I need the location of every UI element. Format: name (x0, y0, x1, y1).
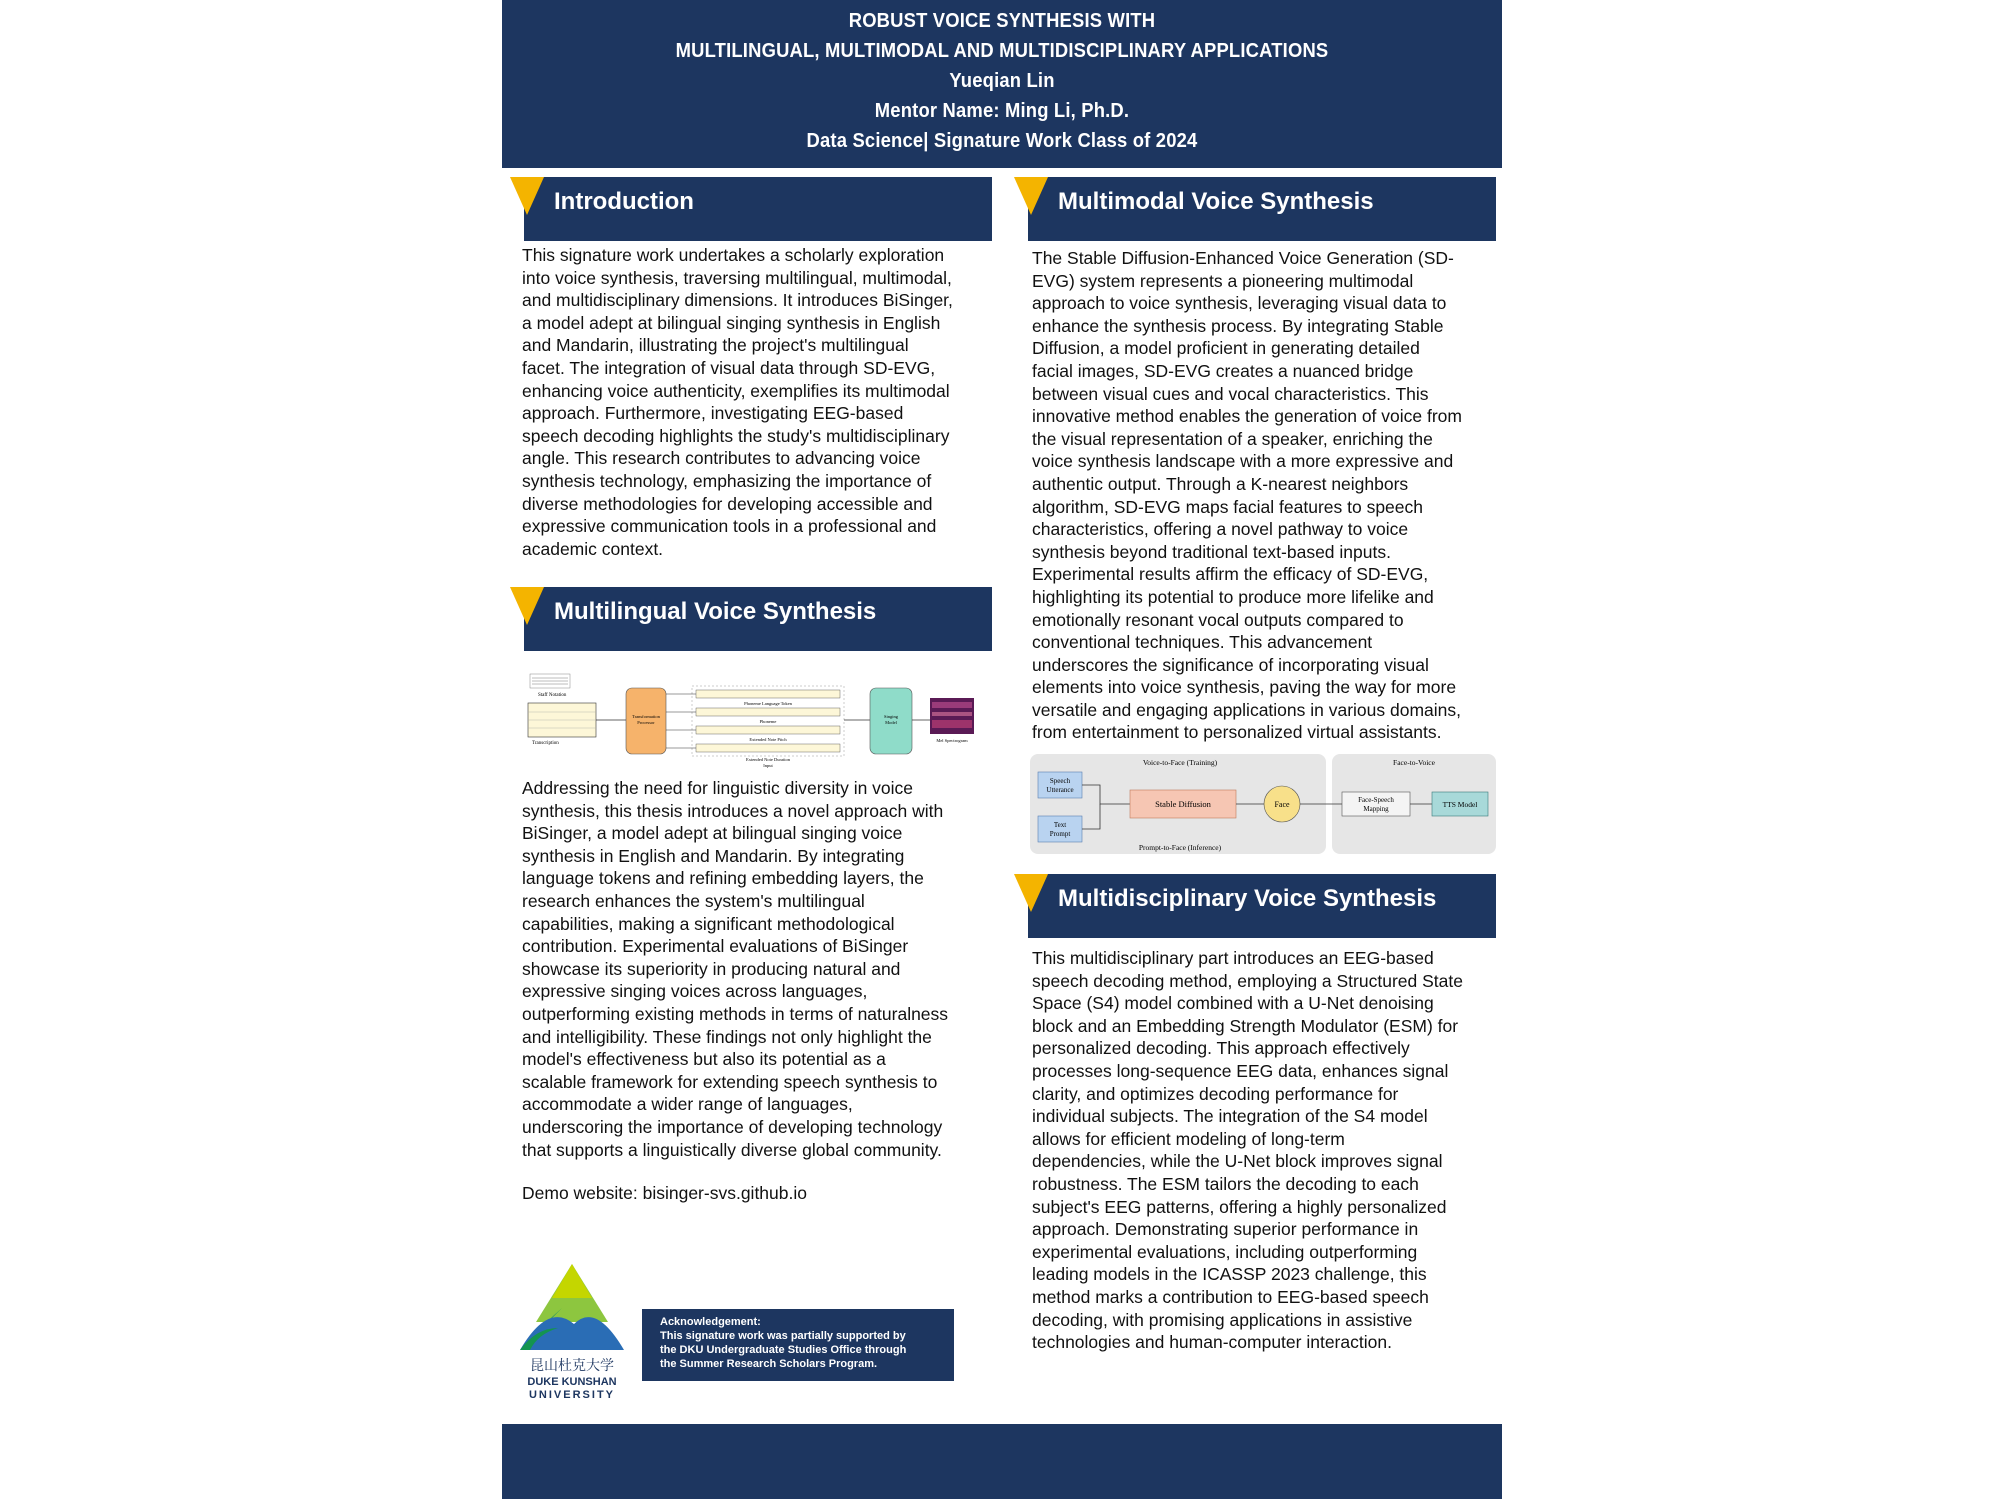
multilingual-heading (524, 587, 992, 651)
text-line: a model adept at bilingual singing synthesis in English (522, 312, 941, 333)
text-line: synthesis, this thesis introduces a novel approach with (522, 800, 944, 821)
text-line: Addressing the need for linguistic diversity in voice (522, 778, 914, 798)
text-line: from entertainment to personalized virtual assistants. (1032, 722, 1442, 743)
demo-website-link[interactable]: Demo website: bisinger-svs.github.io (522, 1183, 807, 1203)
duke-kunshan-logo (518, 1262, 626, 1402)
text-line: between visual cues and vocal characteristics. This (1032, 383, 1429, 404)
mentor-name: Mentor Name: Ming Li, Ph.D. (874, 100, 1130, 122)
title-line-1: ROBUST VOICE SYNTHESIS WITH (848, 10, 1156, 32)
text-line: model's effectiveness but also its potential as a (522, 1049, 886, 1070)
text-line: that supports a linguistically diverse global community. (522, 1139, 942, 1160)
row-label-4: Extended Note Duration (746, 757, 790, 762)
input-label: Input (763, 763, 773, 768)
singing-label: Singing (883, 714, 899, 719)
logo-chinese-text: 昆山杜克大学 (530, 1358, 614, 1374)
text-line: versatile and engaging applications in various domains, (1032, 699, 1462, 720)
multimodal-title: Multimodal Voice Synthesis (1058, 188, 1374, 215)
text-line: subject's EEG patterns, offering a highly personalized (1032, 1196, 1447, 1217)
text-line: authentic output. Through a K-nearest neighbors (1032, 473, 1409, 494)
acknowledgement-heading: Acknowledgement: (660, 1316, 761, 1328)
multimodal-text (1032, 247, 1502, 744)
accent-triangle (1014, 177, 1048, 215)
text-label-1: Text (1053, 821, 1067, 829)
text-line: into voice synthesis, traversing multilingual, multimodal, (522, 267, 952, 288)
text-line: and multidisciplinary dimensions. It introduces BiSinger, (522, 290, 953, 311)
voice-to-face-label: Voice-to-Face (Training) (1142, 758, 1218, 767)
text-line: The Stable Diffusion-Enhanced Voice Generation (SD- (1032, 248, 1454, 268)
title-line-2: MULTILINGUAL, MULTIMODAL AND MULTIDISCIPLINARY APPLICATIONS (675, 40, 1329, 62)
text-line: and intelligibility. These findings not only highlight the (522, 1026, 932, 1047)
prompt-to-face-label: Prompt-to-Face (Inference) (1138, 843, 1222, 852)
text-line: synthesis technology, emphasizing the importance of (522, 470, 932, 491)
text-line: clarity, and optimizes decoding performance for (1032, 1083, 1399, 1104)
text-line: accommodate a wider range of languages, (522, 1094, 853, 1115)
text-line: characteristics, offering a novel pathway to voice (1032, 519, 1409, 540)
text-line: leading models in the ICASSP 2023 challenge, this (1032, 1264, 1427, 1285)
text-line: BiSinger, a model adept at bilingual singing voice (522, 823, 903, 844)
acknowledgement-line-3: the Summer Research Scholars Program. (660, 1358, 878, 1370)
text-line: technologies and human-computer interaction. (1032, 1332, 1392, 1353)
text-line: underscores the significance of incorporating visual (1032, 654, 1429, 675)
text-line: Space (S4) model combined with a U-Net denoising (1032, 993, 1434, 1014)
acknowledgement-line-2: the DKU Undergraduate Studies Office through (660, 1344, 907, 1356)
text-line: expressive singing voices across languages, (522, 981, 868, 1002)
poster (502, 0, 1502, 1499)
accent-triangle (510, 587, 544, 625)
text-line: enhancing voice authenticity, exemplifies its multimodal (522, 380, 950, 401)
speech-label-1: Speech (1049, 777, 1071, 785)
text-line: innovative method enables the generation of voice from (1032, 406, 1462, 427)
program-line: Data Science| Signature Work Class of 2024 (806, 130, 1198, 152)
text-line: angle. This research contributes to advancing voice (522, 448, 921, 469)
accent-triangle (510, 177, 544, 215)
text-line: language tokens and refining embedding layers, the (522, 868, 924, 889)
text-line: and Mandarin, illustrating the project's multilingual (522, 335, 909, 356)
acknowledgement-box (642, 1309, 954, 1381)
sd-evg-diagram (1030, 752, 1498, 856)
text-line: outperforming existing methods in terms of naturalness (522, 1003, 949, 1024)
logo-english-line-2: UNIVERSITY (528, 1389, 616, 1401)
text-line: Diffusion, a model proficient in generating detailed (1032, 338, 1420, 359)
text-line: speech decoding highlights the study's multidisciplinary (522, 425, 950, 446)
transformation-label: Transformation (632, 714, 660, 719)
acknowledgement-line-1: This signature work was partially supported by (660, 1330, 906, 1342)
text-line: experimental evaluations, including outperforming (1032, 1241, 1418, 1262)
face-speech-label-2: Mapping (1363, 805, 1389, 813)
text-line: enhance the synthesis process. By integrating Stable (1032, 315, 1444, 336)
stable-diffusion-label: Stable Diffusion (1155, 799, 1211, 809)
text-line: algorithm, SD-EVG maps facial features to speech (1032, 496, 1424, 517)
introduction-heading (524, 177, 992, 241)
speech-label-2: Utterance (1046, 786, 1074, 794)
row-label-3: Extended Note Pitch (749, 737, 787, 742)
text-line: robustness. The ESM tailors the decoding to each (1032, 1173, 1419, 1194)
model-label: Model (885, 720, 897, 725)
face-to-voice-label: Face-to-Voice (1393, 758, 1435, 767)
text-line: capabilities, making a significant methodological (522, 913, 895, 934)
staff-notation-label: Staff Notation (538, 693, 567, 698)
text-line: facet. The integration of visual data through SD-EVG, (522, 357, 936, 378)
text-line: approach. Furthermore, investigating EEG-based (522, 403, 904, 424)
text-line: allows for efficient modeling of long-term (1032, 1128, 1345, 1149)
text-line: method marks a contribution to EEG-based speech (1032, 1286, 1429, 1307)
text-line: individual subjects. The integration of the S4 model (1032, 1106, 1428, 1127)
text-line: underscoring the importance of developing technology (522, 1116, 943, 1137)
text-line: approach to voice synthesis, leveraging visual data to (1032, 293, 1447, 314)
face-speech-label-1: Face-Speech (1358, 796, 1394, 804)
multidisciplinary-text (1032, 947, 1502, 1354)
logo-english-line-1: DUKE KUNSHAN (527, 1376, 617, 1388)
text-line: block and an Embedding Strength Modulator (ESM) for (1032, 1015, 1459, 1036)
text-line: scalable framework for extending speech synthesis to (522, 1071, 938, 1092)
multilingual-title: Multilingual Voice Synthesis (554, 598, 877, 625)
text-line: synthesis beyond traditional text-based inputs. (1032, 541, 1391, 562)
text-line: conventional techniques. This advancement (1032, 632, 1373, 653)
introduction-text (522, 244, 992, 560)
text-line: This multidisciplinary part introduces an EEG-based (1032, 948, 1434, 968)
text-line: speech decoding method, employing a Structured State (1032, 970, 1463, 991)
text-line: voice synthesis landscape with a more expressive and (1032, 451, 1454, 472)
text-line: approach. Demonstrating superior performance in (1032, 1219, 1419, 1240)
text-line: decoding, with promising applications in assistive (1032, 1309, 1413, 1330)
introduction-title: Introduction (554, 188, 694, 215)
mel-spectrogram-label: Mel Spectrogram (936, 738, 968, 743)
text-line: This signature work undertakes a scholarly exploration (522, 245, 945, 265)
text-line: Experimental results affirm the efficacy of SD-EVG, (1032, 564, 1429, 585)
text-line: processes long-sequence EEG data, enhances signal (1032, 1060, 1449, 1081)
face-label: Face (1274, 800, 1290, 809)
text-line: academic context. (522, 538, 664, 559)
processor-label: Processor (637, 720, 655, 725)
text-line: diverse methodologies for developing accessible and (522, 493, 933, 514)
text-line: the visual representation of a speaker, enriching the (1032, 428, 1433, 449)
poster-footer (502, 1424, 1502, 1499)
text-line: facial images, SD-EVG creates a nuanced bridge (1032, 360, 1414, 381)
text-line: research enhances the system's multilingual (522, 890, 865, 911)
text-line: highlighting its potential to produce more lifelike and (1032, 586, 1434, 607)
row-label-1: Phoneme Language Token (744, 701, 792, 706)
multilingual-text (522, 777, 992, 1161)
text-line: expressive communication tools in a professional and (522, 516, 937, 537)
text-line: showcase its superiority in producing natural and (522, 958, 901, 979)
row-label-2: Phoneme (759, 719, 777, 724)
text-line: elements into voice synthesis, paving the way for more (1032, 677, 1457, 698)
multidisciplinary-title: Multidisciplinary Voice Synthesis (1058, 885, 1437, 912)
accent-triangle (1014, 874, 1048, 912)
bisinger-diagram (522, 668, 982, 768)
tts-model-label: TTS Model (1442, 800, 1478, 809)
poster-header (502, 0, 1502, 168)
author-name: Yueqian Lin (949, 70, 1055, 92)
text-line: contribution. Experimental evaluations of BiSinger (522, 936, 909, 957)
transcription-label: Transcription (532, 741, 559, 746)
text-line: personalized decoding. This approach effectively (1032, 1038, 1410, 1059)
text-line: emotionally resonant vocal outputs compared to (1032, 609, 1404, 630)
text-line: synthesis in English and Mandarin. By integrating (522, 845, 905, 866)
text-line: EVG) system represents a pioneering multimodal (1032, 270, 1414, 291)
text-label-2: Prompt (1049, 830, 1071, 838)
multidisciplinary-heading (1028, 874, 1496, 938)
multimodal-heading (1028, 177, 1496, 241)
text-line: dependencies, while the U-Net block improves signal (1032, 1151, 1443, 1172)
